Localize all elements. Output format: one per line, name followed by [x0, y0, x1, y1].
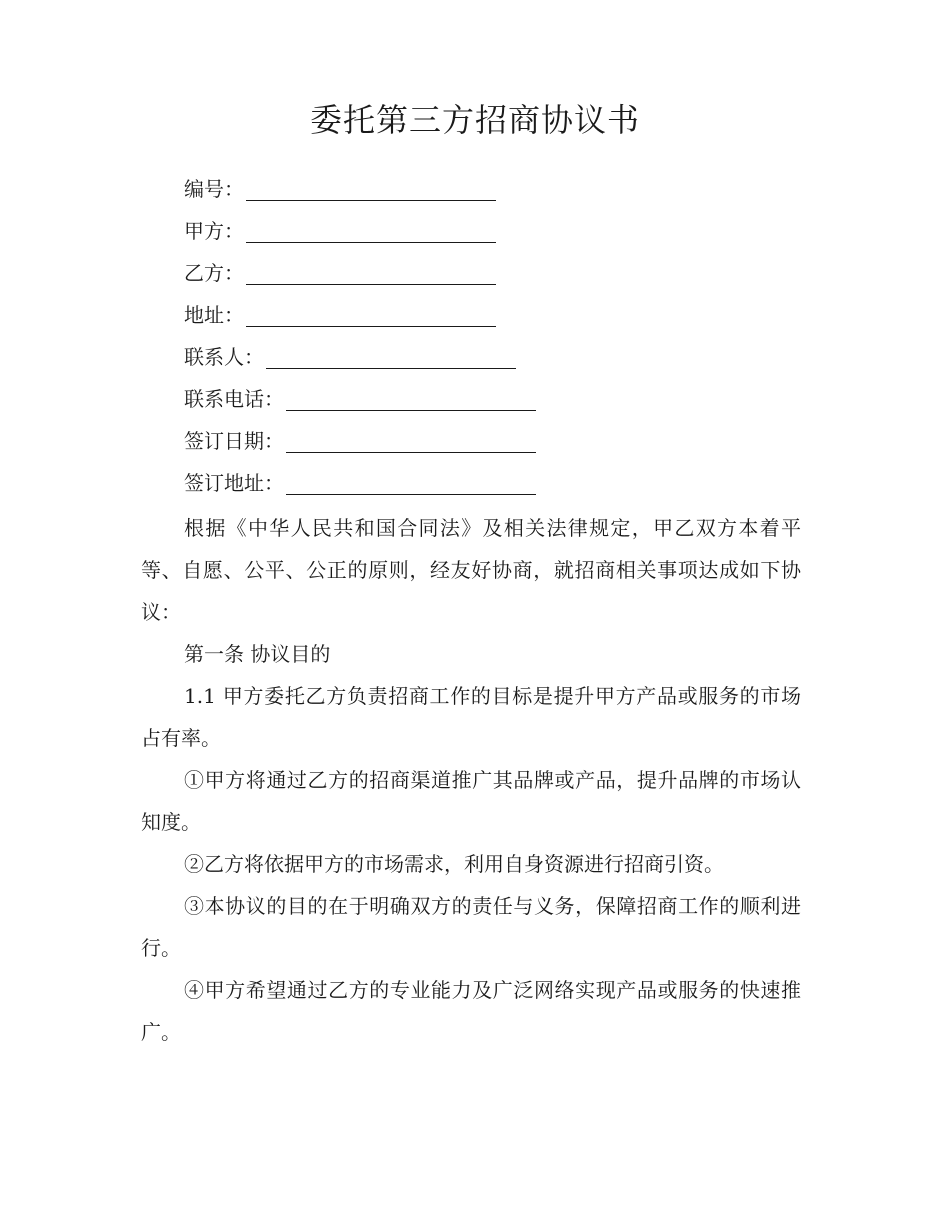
- fill-in-blank: [266, 346, 516, 369]
- clause-paragraph: 1.1 甲方委托乙方负责招商工作的目标是提升甲方产品或服务的市场占有率。: [141, 684, 801, 750]
- article-heading: 第一条 协议目的: [184, 642, 331, 666]
- clause-item: ①甲方将通过乙方的招商渠道推广其品牌或产品，提升品牌的市场认知度。: [141, 768, 801, 834]
- intro-paragraph: 根据《中华人民共和国合同法》及相关法律规定，甲乙双方本着平等、自愿、公平、公正的原则，经友好协商，就招商相关事项达成如下协议：: [141, 516, 801, 624]
- field-contact-person: [184, 336, 804, 378]
- field-contact-phone: [184, 378, 804, 420]
- field-signing-date: [184, 420, 804, 462]
- document-title: 委托第三方招商协议书: [309, 101, 640, 139]
- fill-in-blank: [246, 304, 496, 327]
- header-fields: [184, 168, 804, 504]
- field-label: 编号：: [184, 177, 244, 201]
- field-label: 地址：: [184, 303, 244, 327]
- fill-in-blank: [286, 388, 536, 411]
- field-address: [184, 294, 804, 336]
- fill-in-blank: [246, 178, 496, 201]
- field-label: 甲方：: [184, 219, 244, 243]
- fill-in-blank: [286, 472, 536, 495]
- field-label: 联系人：: [184, 345, 264, 369]
- clause-item: ②乙方将依据甲方的市场需求，利用自身资源进行招商引资。: [184, 852, 724, 876]
- field-number: [184, 168, 804, 210]
- field-signing-place: [184, 462, 804, 504]
- field-label: 乙方：: [184, 261, 244, 285]
- fill-in-blank: [246, 262, 496, 285]
- field-party-b: [184, 252, 804, 294]
- clause-item: ③本协议的目的在于明确双方的责任与义务，保障招商工作的顺利进行。: [141, 894, 801, 960]
- field-label: 联系电话：: [184, 387, 284, 411]
- clause-item: ④甲方希望通过乙方的专业能力及广泛网络实现产品或服务的快速推广。: [141, 978, 801, 1044]
- field-party-a: [184, 210, 804, 252]
- agreement-body: [141, 507, 801, 1053]
- field-label: 签订地址：: [184, 471, 284, 495]
- fill-in-blank: [286, 430, 536, 453]
- fill-in-blank: [246, 220, 496, 243]
- field-label: 签订日期：: [184, 429, 284, 453]
